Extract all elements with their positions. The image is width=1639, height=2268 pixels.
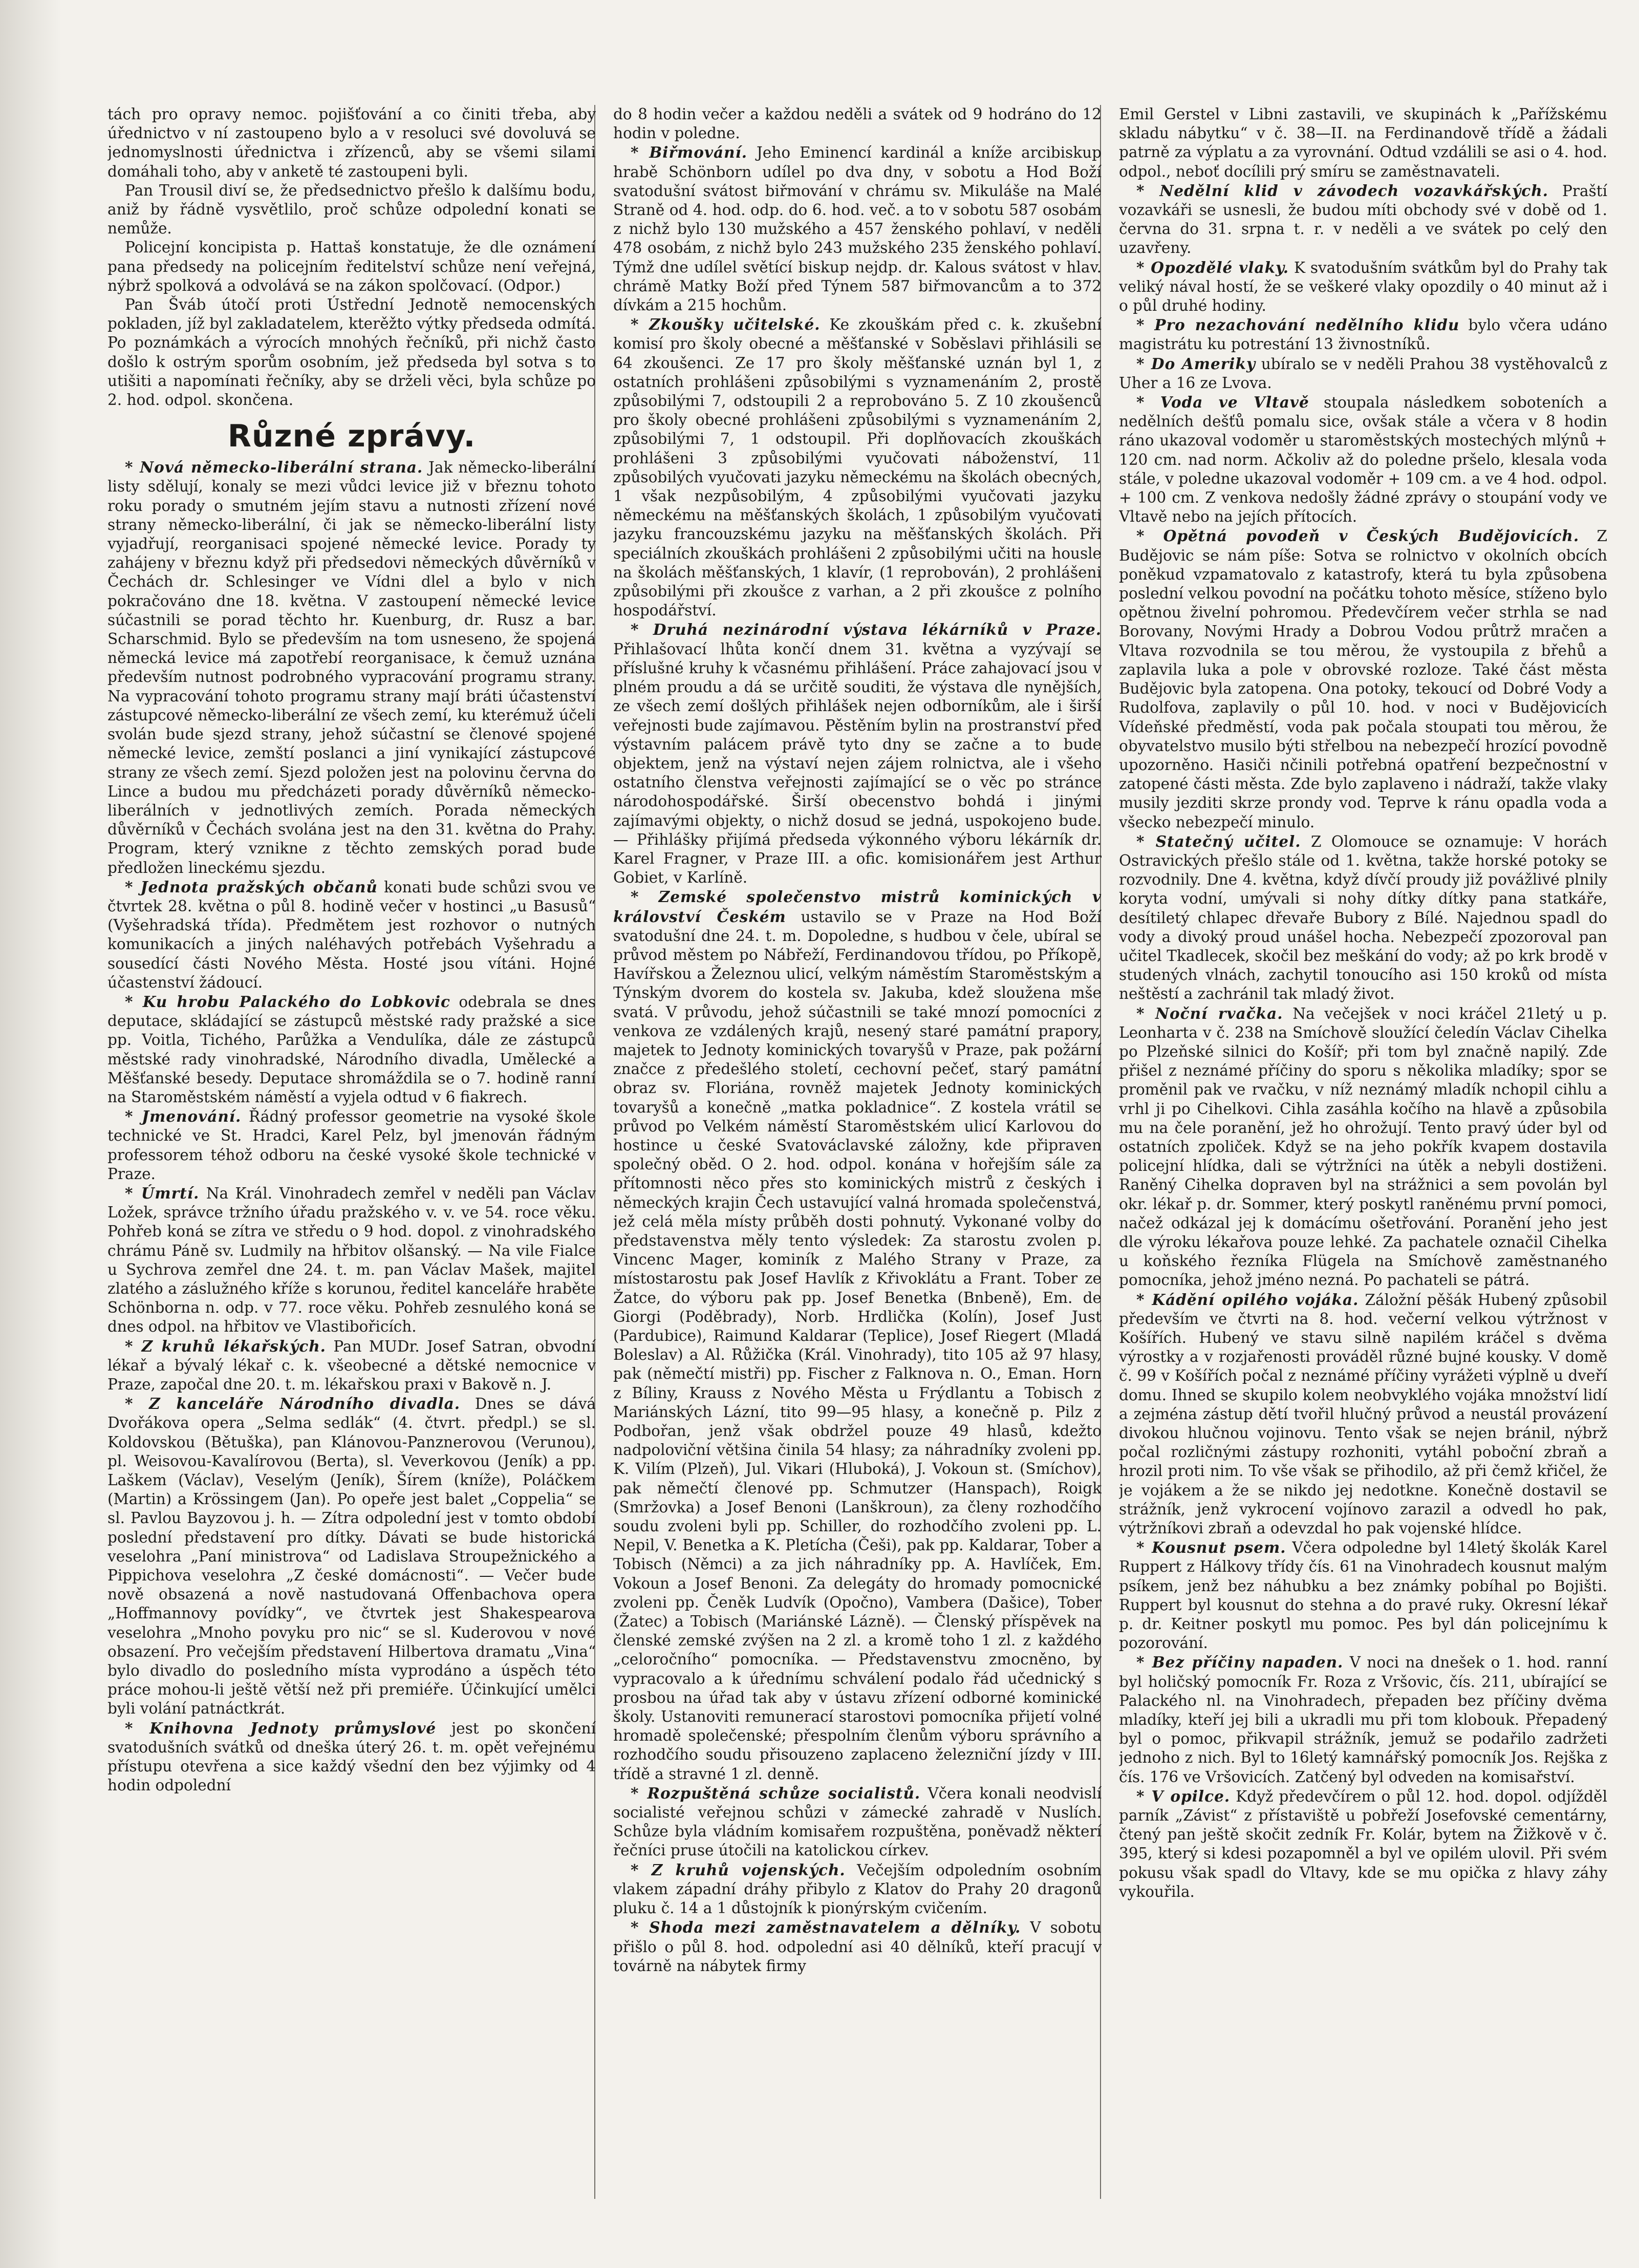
news-item — [107, 1107, 596, 1184]
paragraph: Pan Šváb útočí proti Ústřední Jednotě nemocenských pokladen, jíž byl zakladatelem, kterěžto výtky předseda odmítá. Po poznámkách a výrocích mnohých řečníků, při nichž často došlo k ostrým sporům osobním, jež předseda byl sotva s to utišiti a napomínati řečníky, aby se drželi věci, byla schůze po 2. hod. odpol. skončena. — [107, 296, 596, 409]
news-item-text: ustavilo se v Praze na Hod Boží svatodušní dne 24. t. m. Dopoledne, s hudbou v čele, ubíral se průvod městem po Nábřeží, Ferdinandovou třídou, po Příkopě, Havířskou a Železnou ulicí, velkým náměstím Staroměstským a Týnským dvorem do kostela sv. Jakuba, kdež sloužena mše svatá. V průvodu, jehož súčastnili se také mnozí pomocníci z venkova ze vzdálených krajů, nesený staré památní prapory, majetek to Jednoty kominických tovaryšů v Praze, pak požární značce z předešlého století, cechovní pečeť, starý památní obraz sv. Floriána, rovněž majetek Jednoty kominických tovaryšů a konečně „matka pokladnice“. Z kostela vrátil se průvod po Velkém náměstí Staroměstském ulicí Karlovou do hostince u české Svatováclavské záložny, kde připraven společný oběd. O 2. hod. odpol. konána v hořejším sále za přítomnosti něco přes sto kominických mistrů z českých i německých krajin Čech ustavující valná hromada společenstvá, jež celá měla místy průběh dosti pohnutý. Vykonané volby do představenstva měly tento výsledek: Za starostu zvolen p. Vincenc Mager, kominík z Malého Strany v Praze, za místostarostu pak Josef Havlík z Křivoklátu a Frant. Tober ze Žatce, do výboru pak pp. Josef Benetka (Bnbeně), Em. de Giorgi (Poděbrady), Norb. Hrdlička (Kolín), Josef Just (Pardubice), Raimund Kaldarar (Teplice), Josef Riegert (Mladá Boleslav) a Al. Růžička (Král. Vinohrady), tito 105 až 97 hlasy, pak (němečtí mistři) pp. Fischer z Falknova n. O., Eman. Horn z Bíliny, Krauss z Nového Města u Frýdlantu a Tobisch z Mariánských Lázní, tito 99—95 hlasy, a konečně p. Pilz z Podbořan, jenž však obdržel pouze 49 hlasů, kdežto nadpoloviční většina činila 54 hlasy; za náhradníky zvoleni pp. K. Vilím (Plzeň), Jul. Vikari (Hluboká), J. Vokoun st. (Smíchov), pak němečtí členové pp. Schmutzer (Hanspach), Roigk (Smržovka) a Josef Benoni (Lanškroun), za členy rozhodčího soudu zvoleni byli pp. Schiller, do rozhodčího zvoleni pp. L. Nepil, V. Benetka a K. Pletícha (Češi), pak pp. Kaldarar, Tober a Tobisch (Němci) a za jich náhradníky pp. A. Havlíček, Em. Vokoun a Josef Benoni. Za delegáty do hromady pomocnické zvoleni pp. Čeněk Ludvík (Opočno), Vambera (Dašice), Tober (Žatec) a Tobisch (Mariánské Lázně). — Členský příspěvek na členské zemské zvýšen na 2 zl. a kromě toho 1 zl. z každého „celoročního“ pomocníka. — Představenstvu zmocněno, by vypracovalo a k úřednímu schválení podalo řád učednický s prosbou na úřad tak aby v ústavu zřízení odborné kominické školy. Ustanoviti remunerací starostovi pomocníka přijetí volné hromadě společenské; přespolním členům výboru správního a rozhodčího soudu přisouzeno zaplaceno železniční jízdy v III. třídě a stravné 1 zl. denně. — [613, 908, 1102, 1783]
news-item-heading: * Druhá nezinárodní výstava lékárníků v Praze. — [631, 621, 1102, 639]
news-item-heading: * Z kruhů vojenských. — [631, 1860, 846, 1879]
news-item — [1119, 526, 1607, 831]
news-item — [1119, 1290, 1607, 1538]
news-item-text: Když předevčírem o půl 12. hod. dopol. odjížděl parník „Závist“ z přístaviště u pobřeží Josefovské cementárny, čtený pan ještě skočit zedník Fr. Kolár, bytem na Žižkově v č. 395, který si kdesi pozapomněl a byl ve opilém ulovil. Při svém pokusu však spadl do Vltavy, kde se mu opička z hlavy záhy vykouřila. — [1119, 1787, 1607, 1900]
news-item — [613, 315, 1102, 620]
news-item-heading: * Z kruhů lékařských. — [125, 1337, 326, 1355]
news-item-text: Z Budějovic se nám píše: Sotva se rolnictvo v okolních obcích poněkud vzpamatovalo z katastrofy, která tu byla způsobena poslední velkou povodní na počátku tohoto měsíce, stíženo bylo opětnou živelní pohromou. Předevčírem večer strhla se nad Borovany, Novými Hrady a Dobrou Vodou průtrž mračen a Vltava rozvodnila se tou měrou, že vystoupila z břehů a zaplavila luka a pole v obrovské rozloze. Také část města Budějovic byla zatopena. Ona potoky, tekoucí od Dobré Vody a Rudolfova, zaplavily o půl 10. hod. v noci v Budějovicích Vídeňské předměstí, voda pak počala stoupati tou měrou, že obyvatelstvo musilo býti střelbou na nebezpečí hrozící povodně upozorněno. Hasiči nčinili potřebná opatření bezpečnostní v zatopené části města. Zde bylo zaplaveno i nádraží, takže vlaky musily jezditi skrze prondy vod. Teprve k ránu opadla voda a všecko nebezpečí minulo. — [1119, 527, 1607, 831]
news-item — [1119, 354, 1607, 393]
news-item-text: Jak německo-liberální listy sdělují, konaly se mezi vůdci levice již v březnu tohoto roku porady o smutném jejím stavu a nutnosti zřízení nové strany německo-liberální, či jak se německo-liberální listy vyjadřují, reorganisaci spojené německé levice. Porady ty zahájeny v březnu když při předsedovi německých důvěrníků v Čechách dr. Schlesinger ve Vídni dlel a bylo v nich pokračováno dne 18. května. V zastoupení německé levice súčastnili se porad těchto hr. Kuenburg, dr. Rusz a bar. Scharschmid. Bylo se především na tom usneseno, že spojená německá levice má zapotřebí reorganisace, k čemuž uznána především nutnost podrobného vypracování programu strany. Na vypracování tohoto programu strany mají bráti účastenství zástupcové německo-liberální ze všech zemí, ku kterémuž účeli svolán bude sjezd strany, jehož súčastní se členové spojené německé levice, zemští poslanci a jiní vynikající zástupcové strany ze všech zemí. Sjezd položen jest na polovinu června do Lince a budou mu předcházeti porady důvěrníků německo-liberálních v jednotlivých zemích. Porada německých důvěrníků v Čechách svolána jest na den 31. května do Prahy. Program, který vznikne z těchto zemských porad bude předložen lineckému sjezdu. — [107, 459, 596, 876]
news-item — [1119, 393, 1607, 526]
paragraph: Emil Gerstel v Libni zastavili, ve skupinách k „Pařížskému skladu nábytku“ v č. 38—II. na Ferdinandově třídě a žádali patrně za výplatu a za vyrovnání. Odtud vzdálili se asi o 4. hod. odpol., neboť docílili prý smíru se zaměstnavateli. — [1119, 105, 1607, 180]
news-item-text: Včera konali neodvislí socialisté veřejnou schůzi v zámecké zahradě v Nuslích. Schůze byla vládním komisařem rozpuštěna, poněvadž některí řečníci pruse útočili na katolickou církev. — [613, 1784, 1102, 1859]
news-item-text: V noci na dnešek o 1. hod. ranní byl holičský pomocník Fr. Roza z Vršovic, čís. 211, ubírající se Palackého nl. na Vinohradech, přepaden bez příčiny dvěma mladíky, kteří jej bili a ukradli mu při tom klobouk. Přepadený byl o pomoc, přikvapil strážník, jemuž se podařilo zadržeti jednoho z nich. Byl to 16letý kamnářský pomocník Jos. Rejška z čís. 176 ve Vršovicích. Zatčený byl odveden na komisařství. — [1119, 1654, 1607, 1786]
news-item-text: Pan MUDr. Josef Satran, obvodní lékař a bývalý lékař c. k. všeobecné a dětské nemocnice v Praze, započal dne 20. t. m. lékařskou praxi v Bakově n. J. — [107, 1337, 596, 1393]
paragraph: do 8 hodin večer a každou neděli a svátek od 9 hodráno do 12 hodin v poledne. — [613, 105, 1102, 142]
news-item-heading: * Rozpuštěná schůze socialistů. — [631, 1784, 921, 1802]
news-item — [107, 878, 596, 992]
news-item-heading: * Jmenování. — [125, 1107, 242, 1126]
news-item-heading: * Statečný učitel. — [1136, 832, 1301, 850]
paragraph: tách pro opravy nemoc. pojišťování a co činiti třeba, aby úřednictvo v ní zastoupeno bylo a v resoluci své dovoluvá se jednomyslnosti úřednictva i zřízenců, aby se všemi silami domáhali toho, aby v anketě té zastoupeni byli. — [107, 105, 596, 180]
news-item — [1119, 1653, 1607, 1786]
news-item — [107, 1337, 596, 1395]
news-item — [613, 887, 1102, 1784]
news-item-text: Na Král. Vinohradech zemřel v neděli pan Václav Ložek, správce tržního úřadu pražského v. v. ve 54. roce věku. Pohřeb koná se zítra ve středu o 9 hod. dopol. z vinohradského chrámu Páně sv. Ludmily na hřbitov olšanský. — Na vile Fialce u Sychrova zemřel dne 24. t. m. pan Václav Mašek, majitel zlatého a záslužného kříže s korunou, ředitel kanceláře hraběte Schönborna n. odp. v 77. roce věku. Pohřeb zesnulého koná se dnes odpol. na hřbitov ve Vlastibořicích. — [107, 1184, 596, 1336]
news-item-heading: * Nová německo-liberální strana. — [125, 458, 423, 477]
news-item — [1119, 181, 1607, 258]
news-item — [1119, 258, 1607, 316]
news-item-heading: * Noční rvačka. — [1136, 1004, 1283, 1022]
news-item-text: Jeho Eminencí kardinál a kníže arcibiskup hrabě Schönborn udílel po dva dny, v sobotu a Hod Boží svatodušní svátost biřmování v chrámu sv. Mikuláše na Malé Straně od 4. hod. odp. do 6. hod. več. a to v sobotu 587 osobám z nichž bylo 130 mužského a 457 ženského pohlaví, v neděli 478 osobám, z nichž bylo 243 mužského 235 ženského pohlaví. Týmž dne udílel světící biskup nejdp. dr. Kalous svátost v hlav. chrámě Matky Boží před Týnem 587 biřmovancům a to 372 dívkám a 215 hochům. — [613, 144, 1102, 314]
column-left — [107, 105, 596, 2199]
news-item-text: konati bude schůzi svou ve čtvrtek 28. května o půl 8. hodině večer v hostinci „u Basusů“ (Vyšehradská třída). Předmětem jest rozhovor o nutných komunikacích a jiných naléhavých potřebách Vyšehradu a sousedící části Nového Města. Hosté jsou vítáni. Hojné účastenství žádoucí. — [107, 878, 596, 991]
news-item-heading: * Zkoušky učitelské. — [631, 315, 821, 334]
news-item-heading: * Kádění opilého vojáka. — [1136, 1290, 1359, 1309]
news-item-text: Řádný professor geometrie na vysoké škole technické ve St. Hradci, Karel Pelz, byl jmenován řádným professorem téhož odboru na české vysoké škole technické v Praze. — [107, 1108, 596, 1183]
news-item — [107, 992, 596, 1107]
news-item — [107, 458, 596, 877]
section-title: Různé zprávy. — [227, 418, 476, 455]
news-item-text: V sobotu přišlo o půl 8. hod. odpolední asi 40 dělníků, kteří pracují v továrně na nábytek firmy — [613, 1919, 1102, 1975]
news-item — [107, 1394, 596, 1718]
news-item-heading: * Jednota pražských občanů — [125, 878, 378, 896]
news-item-text: Včera odpoledne byl 14letý školák Karel Ruppert z Hálkovy třídy čís. 61 na Vinohradech kousnut malým psíkem, jenž bez náhubku a bez známky pobíhal po Bojišti. Ruppert byl kousnut do stehna a do pravé ruky. Okresní lékař p. dr. Keitner poskytl mu pomoc. Pes byl dán policejnímu k pozorování. — [1119, 1539, 1607, 1652]
news-item-heading: * Ku hrobu Palackého do Lobkovic — [125, 992, 450, 1011]
news-item-heading: * Zemské společenstvo mistrů kominických v království Českém — [613, 888, 1102, 926]
news-item-heading: * Kousnut psem. — [1136, 1538, 1286, 1557]
paragraph: Policejní koncipista p. Hattaš konstatuje, že dle oznámení pana předsedy na policejním ředitelství schůze není veřejná, nýbrž spolková a odvolává se na zákon spolčovací. (Odpor.) — [107, 239, 596, 294]
news-item-heading: * Nedělní klid v závodech vozavkářských. — [1136, 181, 1548, 200]
news-item-heading: * V opilce. — [1136, 1787, 1231, 1805]
news-item-text: K svatodušním svátkům byl do Prahy tak veliký nával hostí, že se veškeré vlaky opozdily o 40 minut až i o půl druhé hodiny. — [1119, 259, 1607, 315]
news-item-text: Dnes se dává Dvořákova opera „Selma sedlák“ (4. čtvrt. předpl.) se sl. Koldovskou (Bětuška), pan Klánovou-Panznerovou (Verunou), pl. Weisovou-Kavalírovou (Berta), sl. Veverkovou (Jeník) a pp. Laškem (Václav), Veselým (Jeník), Šírem (kníže), Poláčkem (Martin) a Krössingem (Jan). Po opeře jest balet „Coppelia“ se sl. Pavlou Bayzovou j. h. — Zítra odpolední jest v tomto období poslední představení pro dítky. Dávati se bude historická veselohra „Paní ministrova“ od Ladislava Stroupežnického a Pippichova veselohra „Z české domácnosti“. — Večer bude nově obsazená a nově nastudovaná Offenbachova opera „Hoffmannovy povídky“, ve čtvrtek jest Shakespearova veselohra „Mnoho povyku pro nic“ se sl. Kuderovou v nové obsazení. Pro večejším představení Hilbertova dramatu „Vina“ bylo divadlo do posledního místa vyprodáno a úspěch této práce mohou-li ještě větší než při premiéře. Účinkující umělci byli volání patnáctkrát. — [107, 1395, 596, 1718]
news-item — [613, 620, 1102, 887]
news-item-heading: * Biřmování. — [631, 143, 748, 162]
news-item-heading: * Do Ameriky — [1136, 354, 1256, 373]
news-item — [1119, 1538, 1607, 1653]
news-item — [107, 1719, 596, 1795]
column-middle — [613, 105, 1102, 2199]
news-item — [613, 1918, 1102, 1976]
news-item-heading: * Voda ve Vltavě — [1136, 393, 1309, 412]
news-item — [1119, 315, 1607, 354]
news-item-heading: * Opětná povodeň v Českých Budějovicích. — [1136, 527, 1580, 545]
news-item-text: Praští vozavkáři se usnesli, že budou míti obchody své v době od 1. června do 31. srpna t. r. v neděli a ve svátek po celý den uzavřeny. — [1119, 182, 1607, 257]
news-item — [107, 1184, 596, 1337]
news-item-text: ubíralo se v neděli Prahou 38 vystěhovalců z Uher a 16 ze Lvova. — [1119, 355, 1607, 392]
news-item-text: Večejším odpoledním osobním vlakem západní dráhy přibylo z Klatov do Prahy 20 dragonů pluku č. 14 a 1 důstojník k pionýrským cvičením. — [613, 1861, 1102, 1917]
news-item-text: Přihlašovací lhůta končí dnem 31. května a vyzývají se příslušné kruhy k včasnému přihlášení. Práce zahajovací jsou v plném proudu a dá se určitě souditi, že výstava dle nynějších, ze všech zemí došlých přihlášek nejen odborníkům, ale i širší veřejnosti bude zajímavou. Pěstěním bylin na prostranství před výstavním palácem právě tyto dny se začne a to bude objektem, jenž na výstaví nejen zájem rolnictva, ale i všeho ostatního členstva veřejnosti zajímající se o věc po stránce národohospodářské. Širší obecenstvo bohdá i jinými zajímavými objekty, o nichž dosud se jedná, uspokojeno bude. — Přihlášky přijímá předseda výkonného výboru lékárník dr. Karel Fragner, v Praze III. a ofic. komisionářem jest Arthur Gobiet, v Karlíně. — [613, 640, 1102, 887]
news-item-heading: * Opozdělé vlaky. — [1136, 258, 1289, 276]
news-item — [613, 1860, 1102, 1918]
news-item — [1119, 1787, 1607, 1901]
column-right — [1119, 105, 1607, 2199]
scan-margin — [0, 0, 61, 2268]
news-item — [613, 143, 1102, 315]
news-item-text: stoupala následkem soboteních a nedělních dešťů pomalu sice, ovšak stále a včera v 8 hodin ráno ukazoval vodoměr u staroměstských mostechých mlýnů + 120 cm. nad norm. Ačkoliv až do poledne pršelo, klesala voda stále, v poledne ukazoval vodoměr + 109 cm. a ve 4 hod. odpol. + 100 cm. Z venkova nedošly žádné zprávy o stoupání vody ve Vltavě nebo na jejích přítocích. — [1119, 394, 1607, 526]
news-item-text: bylo včera udáno magistrátu ku potrestání 13 živnostníků. — [1119, 316, 1607, 353]
news-item-text: odebrala se dnes deputace, skládající se zástupců městské rady pražské a sice pp. Voitla, Tichého, Parůžka a Vendulíka, dále ze zástupců městské rady vinohradské, Národního divadla, Umělecké a Měšťanské besedy. Deputace shromáždila se o 7. hodině ranní na Staroměstském náměstí a vyjela odtud v 6 fiakrech. — [107, 993, 596, 1106]
news-item-text: Z Olomouce se oznamuje: V horách Ostravických přešlo stále od 1. května, takže horské potoky se rozvodnily. Dne 4. května, když dívčí proudy již povážlivé plnily koryta vodní, umývali si nohy dítky dítky pana statkáře, desítiletý chlapec dřevaře Bubory z Bílé. Najednou spadl do vody a divoký proud unášel hocha. Nebezpečí zpozoroval pan učitel Tkadlecek, skočil bez meškání do vody; až po krk brodě v studených vlnách, zachytil tonoucího asi 150 kroků od místa neštěstí a zachránil tak mladý život. — [1119, 832, 1607, 1003]
news-item-heading: * Úmrtí. — [125, 1184, 200, 1202]
news-item-heading: * Shoda mezi zaměstnavatelem a dělníky. — [631, 1918, 1021, 1937]
news-item-heading: * Bez příčiny napaden. — [1136, 1653, 1344, 1672]
news-item-text: Ke zkouškám před c. k. zkušební komisí pro školy obecné a měšťanské v Soběslavi přihlásili se 64 zkoušenci. Ze 17 pro školy měšťanské uznán byl 1, z ostatních prohlášeni způsobilými s vyznamenáním 2, prostě způsobilými 7, odstoupili 2 a reprobováno 5. Z 10 zkoušenců pro školy obecné prohlášeni způsobilými s vyznamenáním 2, způsobilými 7, 1 odstoupil. Při doplňovacích zkouškách prohlášeni 3 způsobilými vyučovati náboženství, 11 způsobilých vyučovati jazyku německému na školách obecných, 1 však nezpůsobilým, 4 způsobilými vyučovati jazyku německému na měšťanských školách, 1 způsobilým vyučovati jazyku francouzskému jazyku na měšťanských školách. Při speciálních zkouškách prohlášeni 2 způsobilými učiti na housle na školách měšťanských, 1 klavír, (1 reprobován), 2 prohlášeni způsobilými při zkoušce z varhan, a 2 při zkoušce z polního hospodářství. — [613, 316, 1102, 619]
news-item-text: Záložní pěšák Hubený způsobil především ve čtvrti na 8. hod. večerní velkou výtržnost v Košířích. Hubený ve stavu silně napilém kráčel s dvěma výrostky a v rozjařenosti prováděl různé bujné kousky. V domě č. 99 v Košířích počal z neznámé příčiny vyrážeti výplně u dveří domu. Ihned se skupilo kolem neobvyklého vojáka množství lidí a zejména zástup dětí tvořil hlučný průvod a neustál provázení divokou hlučnou vojinovu. Tento však se nejen bránil, nýbrž počal rozličnými zástupy rozhoniti, vytáhl poboční zbraň a hrozil proti nim. To vše však se přihodilo, až při čemž křičel, že je vojákem a že se nikdo jej nedotkne. Konečně dostavil se strážník, jenž vykrocení vojínovo zarazil a odvedl ho pak, výtržníkovi zbraň a odevzdal ho pak vojenské hlídce. — [1119, 1291, 1607, 1537]
paragraph: Pan Trousil diví se, že předsednictvo přešlo k dalšímu bodu, aniž by řádně vysvětlilo, proč schůze odpolední konati se nemůže. — [107, 181, 596, 238]
news-item-heading: * Z kanceláře Národního divadla. — [125, 1395, 461, 1413]
newspaper-page — [107, 105, 1607, 2199]
news-item-text: jest po skončení svatodušních svátků od dneška úterý 26. t. m. opět veřejnému přístupu otevřena a sice každý všední den bez výjimky od 4 hodin odpolední — [107, 1719, 596, 1794]
news-item-heading: * Pro nezachování nedělního klidu — [1136, 316, 1460, 334]
news-item-heading: * Knihovna Jednoty průmyslové — [125, 1719, 437, 1737]
news-item — [613, 1784, 1102, 1860]
news-item — [1119, 1004, 1607, 1290]
news-item — [1119, 832, 1607, 1004]
news-item-text: Na večejšek v noci kráčel 21letý u p. Leonharta v č. 238 na Smíchově sloužící čeledín Václav Cihelka po Plzeňské silnici do Košíř; při tom byl značně napilý. Zde přišel z neznámé příčiny do sporu s několika mladíky; spor se proměnil pak ve rvačku, v níž neznámý mladík nchopil cihlu a vrhl ji po Cihelkovi. Cihla zasáhla kočího na hlavě a způsobila mu na čele poranění, jež ho ohrožují. Tento pravý úder byl od ostatních zpoliček. Když se na jeho pokřík kvapem dostavila policejní hlídka, dali se výtržníci na útěk a nebyli dostiženi. Raněný Cihelka dopraven byl na strážnici a sem povolán byl okr. lékař p. dr. Sommer, který poskytl raněnému první pomoci, načež odkázal jej k domácímu ošetřování. Poranění jeho jest dle výroku lékařova pouze lehké. Za pachatele označil Cihelka u koňského řezníka Flügela na Smíchově zaměstnaného pomocníka, jehož jméno nezná. Po pachateli se pátrá. — [1119, 1004, 1607, 1289]
